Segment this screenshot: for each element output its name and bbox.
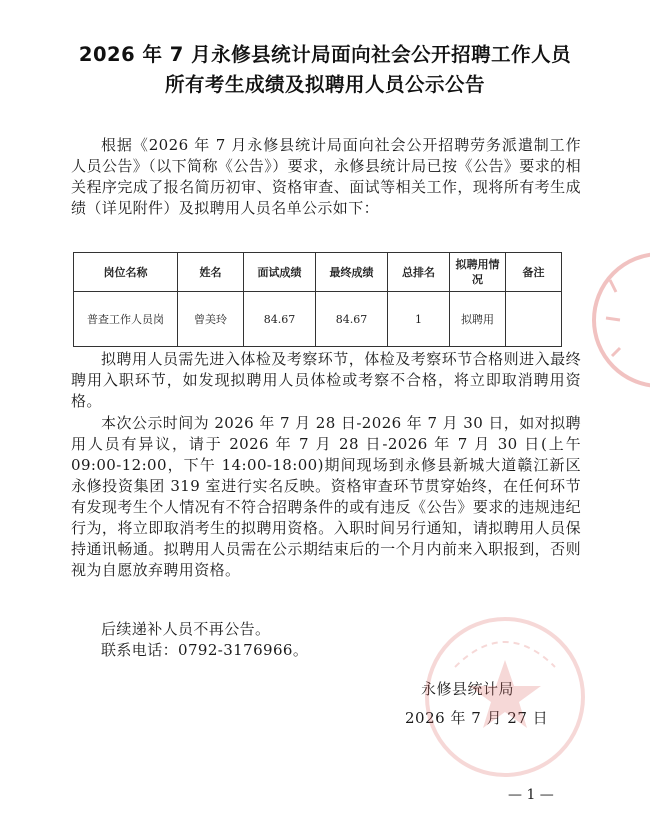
official-seal-icon: [420, 612, 590, 782]
title-line-2: 所有考生成绩及拟聘用人员公示公告: [164, 73, 485, 96]
intro-paragraph: 根据《2026 年 7 月永修县统计局面向社会公开招聘劳务派遣制工作人员公告》（以下简称《公告》）要求，永修县统计局已按《公告》要求的相关程序完成了报名简历初审、资格审查、面试等相关工作，现将所有考生成绩（详见附件）及拟聘用人员名单公示如下：: [71, 136, 581, 217]
cell-rank: 1: [388, 292, 450, 347]
table-row: [74, 292, 562, 347]
issue-date: 2026 年 7 月 27 日: [405, 709, 549, 727]
header-interview-score: 面试成绩: [244, 253, 316, 292]
issuing-organization: 永修县统计局: [421, 680, 515, 698]
physical-exam-paragraph: 拟聘用人员需先进入体检及考察环节，体检及考察环节合格则进入最终聘用入职环节，如发现拟聘用人员体检或考察不合格，将立即取消聘用资格。: [71, 350, 581, 410]
no-further-notice-paragraph: 后续递补人员不再公告。: [101, 620, 271, 638]
header-rank: 总排名: [388, 253, 450, 292]
header-hiring-status: 拟聘用情况: [450, 253, 506, 292]
contact-phone-paragraph: 联系电话：0792-3176966。: [101, 641, 309, 659]
header-final-score: 最终成绩: [316, 253, 388, 292]
title-line-1: 2026 年 7 月永修县统计局面向社会公开招聘工作人员: [78, 43, 572, 66]
page-number: — 1 —: [508, 787, 554, 803]
cell-final-score: 84.67: [316, 292, 388, 347]
cell-remarks: [506, 292, 562, 347]
header-name: 姓名: [178, 253, 244, 292]
header-position: 岗位名称: [74, 253, 178, 292]
score-table: [73, 252, 562, 347]
table-header-row: [74, 253, 562, 292]
cell-interview-score: 84.67: [244, 292, 316, 347]
document-title: [30, 40, 620, 100]
cell-hiring-status: 拟聘用: [450, 292, 506, 347]
cell-position: 普查工作人员岗: [74, 292, 178, 347]
cell-name: 曾美玲: [178, 292, 244, 347]
header-remarks: 备注: [506, 253, 562, 292]
partial-seal-icon: [590, 240, 650, 400]
publicity-period-paragraph: 本次公示时间为 2026 年 7 月 28 日-2026 年 7 月 30 日，如对拟聘用人员有异议，请于 2026 年 7 月 28 日-2026 年 7 月 30 日(上午 09:00-12:00，下午 14:00-18:00)期间现场到永修县新城大道赣江新区永修投资集团 319 室进行实名反映。资格审查环节贯穿始终，在任何环节有发现考生个人情况有不符合招聘条件的或有违反《公告》要求的违规违纪行为，将立即取消考生的拟聘用资格。入职时间另行通知，请拟聘用人员保持通讯畅通。拟聘用人员需在公示期结束后的一个月内前来入职报到，否则视为自愿放弃聘用资格。: [71, 414, 581, 579]
